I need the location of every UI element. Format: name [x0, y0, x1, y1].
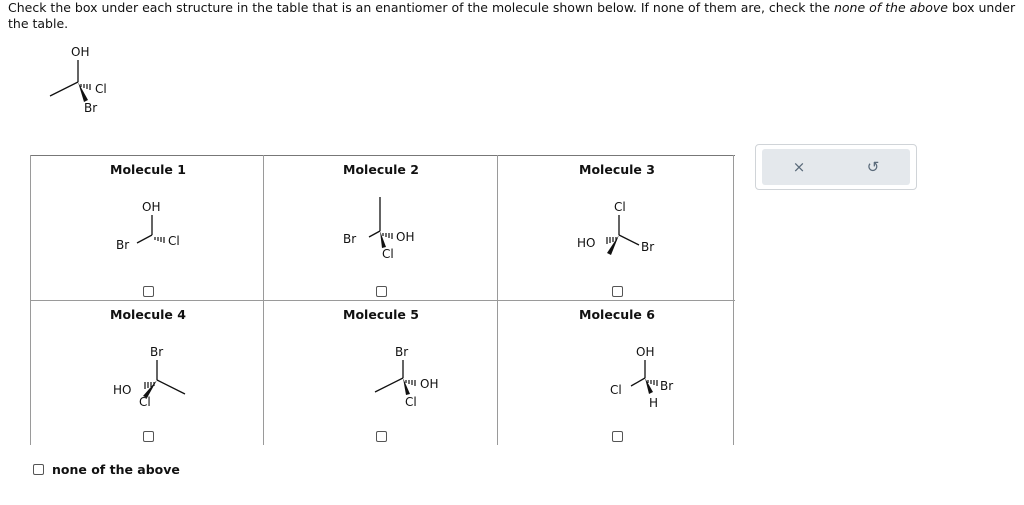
- molecule-cell-3: [500, 155, 734, 300]
- molecule-6-label-h: H: [649, 396, 659, 410]
- molecule-3-structure: [575, 195, 685, 275]
- molecule-6-structure: [575, 340, 685, 420]
- molecule-cell-6: [500, 300, 734, 445]
- molecule-cell-1: [30, 155, 264, 300]
- molecule-4-structure: [111, 340, 221, 415]
- molecule-1-structure: [111, 195, 211, 265]
- molecule-5-label-br: Br: [395, 345, 409, 359]
- undo-icon: ↺: [866, 158, 880, 176]
- given-label-br: Br: [84, 101, 98, 115]
- molecule-3-label-br: Br: [641, 240, 655, 254]
- molecule-table: [30, 155, 735, 445]
- close-icon: ×: [792, 158, 806, 176]
- molecule-1-checkbox[interactable]: [143, 286, 154, 297]
- molecule-title: Molecule 6: [579, 307, 655, 322]
- none-of-the-above-option[interactable]: [33, 462, 180, 477]
- molecule-title: Molecule 1: [110, 162, 186, 177]
- molecule-title: Molecule 5: [343, 307, 419, 322]
- toolbar-button-group: [762, 149, 910, 185]
- molecule-3-label-cl: Cl: [614, 200, 626, 214]
- molecule-2-checkbox[interactable]: [376, 286, 387, 297]
- molecule-3-checkbox[interactable]: [612, 286, 623, 297]
- molecule-title: Molecule 2: [343, 162, 419, 177]
- none-of-the-above-label: none of the above: [52, 462, 180, 477]
- instructions-text-end: box under the table.: [8, 0, 1016, 31]
- given-label-oh: OH: [71, 45, 90, 59]
- clear-button[interactable]: [762, 149, 836, 185]
- none-of-the-above-checkbox[interactable]: [33, 464, 44, 475]
- molecule-2-structure: [339, 195, 449, 265]
- molecule-1-label-oh: OH: [142, 200, 161, 214]
- molecule-cell-2: [264, 155, 498, 300]
- molecule-5-label-oh: OH: [420, 377, 439, 391]
- molecule-6-checkbox[interactable]: [612, 431, 623, 442]
- molecule-5-label-cl: Cl: [405, 395, 417, 409]
- molecule-4-checkbox[interactable]: [143, 431, 154, 442]
- molecule-3-label-ho: HO: [577, 236, 596, 250]
- molecule-2-label-cl: Cl: [382, 247, 394, 261]
- molecule-cell-5: [264, 300, 498, 445]
- molecule-5-structure: [339, 340, 449, 415]
- molecule-5-checkbox[interactable]: [376, 431, 387, 442]
- answer-toolbar: [755, 144, 917, 190]
- molecule-title: Molecule 3: [579, 162, 655, 177]
- molecule-2-label-oh: OH: [396, 230, 415, 244]
- molecule-4-label-cl: Cl: [139, 395, 151, 409]
- molecule-1-label-br: Br: [116, 238, 130, 252]
- molecule-1-label-cl: Cl: [168, 234, 180, 248]
- instructions-emphasis: none of the above: [833, 0, 948, 15]
- molecule-title: Molecule 4: [110, 307, 186, 322]
- molecule-cell-4: [30, 300, 264, 445]
- molecule-6-label-br: Br: [660, 379, 674, 393]
- molecule-6-label-cl: Cl: [610, 383, 622, 397]
- molecule-2-label-br: Br: [343, 232, 357, 246]
- given-molecule: [40, 40, 130, 120]
- undo-button[interactable]: [836, 149, 910, 185]
- instructions-text: Check the box under each structure in the table that is an enantiomer of the molecule shown below. If none of them are, check the: [8, 0, 834, 15]
- molecule-6-label-oh: OH: [636, 345, 655, 359]
- instructions: [8, 0, 1020, 32]
- molecule-4-label-br: Br: [150, 345, 164, 359]
- molecule-4-label-ho: HO: [113, 383, 132, 397]
- given-label-cl: Cl: [95, 82, 107, 96]
